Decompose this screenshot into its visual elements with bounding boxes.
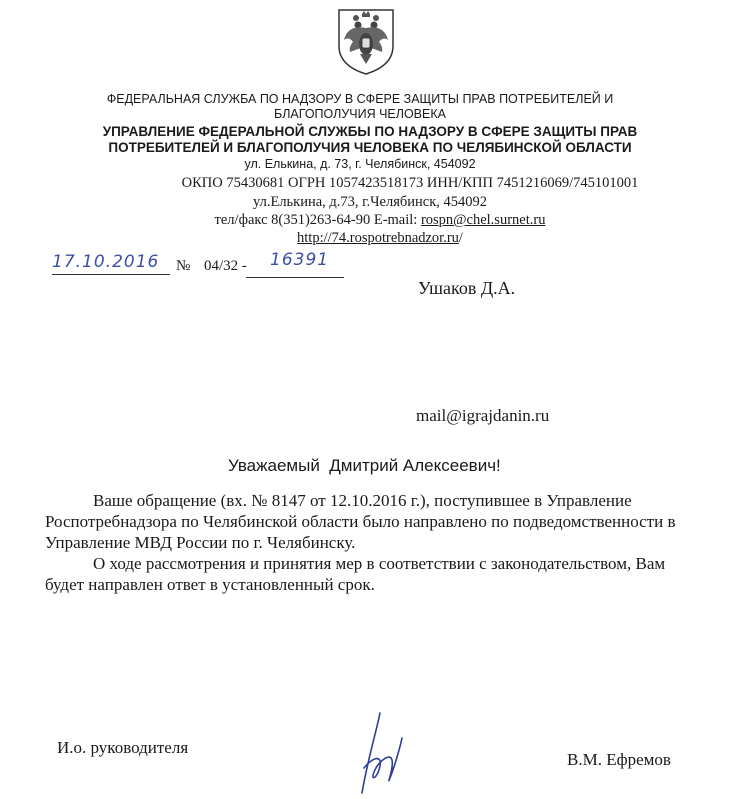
recipient-email: mail@igrajdanin.ru: [416, 406, 550, 425]
recipient-name: Ушаков Д.А.: [418, 278, 516, 298]
handwritten-number: 16391: [270, 250, 330, 270]
paragraph-forwarding: Ваше обращение (вх. № 8147 от 12.10.2016 г.), поступившее в Управление Роспотребнадзора по Челябинской области было направлено по подведомственности в Управление МВД России по г. Челябинску.: [45, 491, 676, 552]
website-suffix: /: [458, 230, 463, 246]
handwritten-signature-icon: [350, 708, 420, 798]
paragraph-response: О ходе рассмотрения и принятия мер в соответствии с законодательством, Вам будет направлен ответ в установленный срок.: [45, 554, 666, 594]
letter-body: [45, 490, 695, 595]
website-link[interactable]: http://74.rospotrebnadzor.ru: [297, 230, 459, 246]
department-name-line2: ПОТРЕБИТЕЛЕЙ И БЛАГОПОЛУЧИЯ ЧЕЛОВЕКА ПО ЧЕЛЯБИНСКОЙ ОБЛАСТИ: [108, 140, 632, 155]
email-link[interactable]: rospn@chel.surnet.ru: [420, 212, 546, 228]
website-line: [100, 229, 660, 247]
handwritten-date: 17.10.2016: [52, 252, 160, 272]
russian-coat-of-arms-icon: [331, 6, 401, 76]
department-name-line1: УПРАВЛЕНИЕ ФЕДЕРАЛЬНОЙ СЛУЖБЫ ПО НАДЗОРУ В СФЕРЕ ЗАЩИТЫ ПРАВ: [102, 124, 638, 139]
phone-fax-label: тел/факс 8(351)263-64-90 E-mail:: [214, 212, 421, 228]
registration-codes: ОКПО 75430681 ОГРН 1057423518173 ИНН/КПП 7451216069/745101001: [181, 175, 639, 191]
signer-name: В.М. Ефремов: [567, 750, 671, 769]
number-sign: №: [176, 258, 191, 274]
salutation: Уважаемый Дмитрий Алексеевич!: [228, 456, 501, 475]
postal-address: ул.Елькина, д.73, г.Челябинск, 454092: [252, 194, 487, 210]
number-prefix: 04/32 -: [204, 258, 247, 274]
agency-name-line1: ФЕДЕРАЛЬНАЯ СЛУЖБА ПО НАДЗОРУ В СФЕРЕ ЗАЩИТЫ ПРАВ ПОТРЕБИТЕЛЕЙ И: [106, 92, 614, 106]
department-address: ул. Елькина, д. 73, г. Челябинск, 454092: [244, 157, 476, 171]
agency-name-line2: БЛАГОПОЛУЧИЯ ЧЕЛОВЕКА: [274, 107, 446, 121]
signer-title: И.о. руководителя: [57, 738, 189, 757]
contacts-line: [100, 211, 660, 229]
